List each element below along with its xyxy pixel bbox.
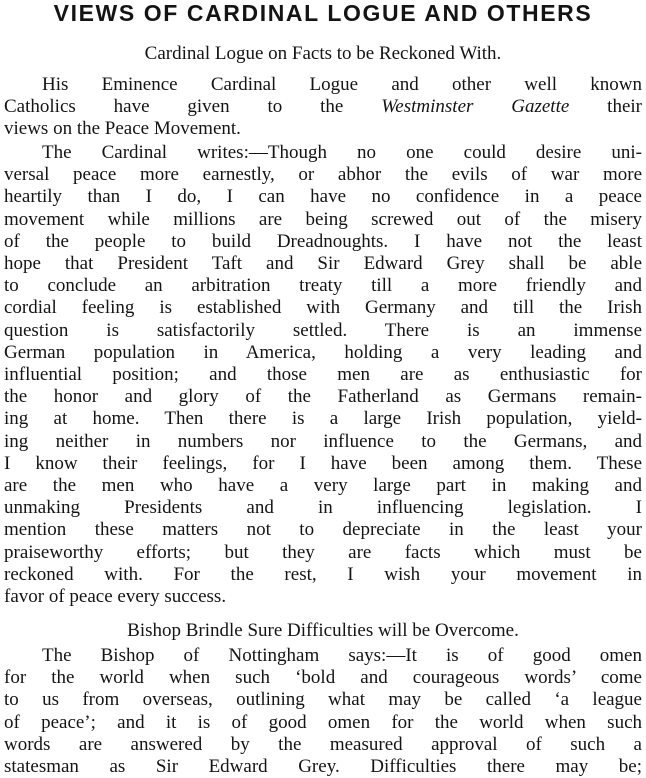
text-line: versal peace more earnestly, or abhor the evils of war more [4,164,642,186]
headline: VIEWS OF CARDINAL LOGUE AND OTHERS [53,0,593,26]
text-line: question is satisfactorily settled. There is an immense [4,319,642,341]
text-line: heartily than I do, I can have no confidence in a peace [4,186,642,208]
text-line: ing at home. Then there is a large Irish population, yield- [4,408,642,430]
text-line: unmaking Presidents and in influencing legislation. I [4,497,642,519]
text-line: for the world when such ‘bold and courageous words’ come [4,667,642,689]
text-line: statesman as Sir Edward Grey. Difficulties there may be; [4,756,642,777]
text-line: influential position; and those men are as enthusiastic for [4,364,642,385]
text-line: to conclude an arbitration treaty till a more friendly and [4,275,642,297]
section-2-title: Bishop Brindle Sure Difficulties will be Overcome. [127,620,519,641]
text-line: reckoned with. For the rest, I wish your movement in [4,563,642,585]
text-line: of peace’; and it is of good omen for the world when such [4,711,642,733]
text-line: words are answered by the measured approval of such a [4,733,642,755]
text-line: ing neither in numbers nor influence to the Germans, and [4,430,642,452]
text-line: to us from overseas, outlining what may be called ‘a league [4,689,642,711]
intro-line-2-start: Catholics have given to the [4,96,382,117]
text-line: favor of peace every success. [4,586,227,607]
intro-line-1: His Eminence Cardinal Logue and other well known [42,74,642,95]
text-line: of the people to build Dreadnoughts. I have not the least [4,230,642,252]
section-1-title: Cardinal Logue on Facts to be Reckoned With. [144,43,502,64]
text-line: the honor and glory of the Fatherland as Germans remain- [4,386,642,408]
text-line: mention these matters not to depreciate in the least your [4,519,642,541]
text-line: The Cardinal writes:—Though no one could desire uni- [42,142,642,163]
publication-name: Westminster Gazette [381,96,570,117]
text-line: praiseworthy efforts; but they are facts which must be [4,541,642,563]
text-line: are the men who have a very large part in making and [4,475,642,496]
text-line: movement while millions are being screwed out of the misery [4,208,642,230]
intro-line-2-end: their [569,96,643,117]
text-line: German population in America, holding a very leading and [4,341,642,363]
text-line: I know their feelings, for I have been among them. These [4,452,642,474]
text-line: cordial feeling is established with Germany and till the Irish [4,297,642,319]
text-line: The Bishop of Nottingham says:—It is of good omen [42,645,642,666]
text-line: hope that President Taft and Sir Edward Grey shall be able [4,253,642,274]
intro-line-3: views on the Peace Movement. [4,118,241,139]
intro-line-2 [4,96,642,118]
